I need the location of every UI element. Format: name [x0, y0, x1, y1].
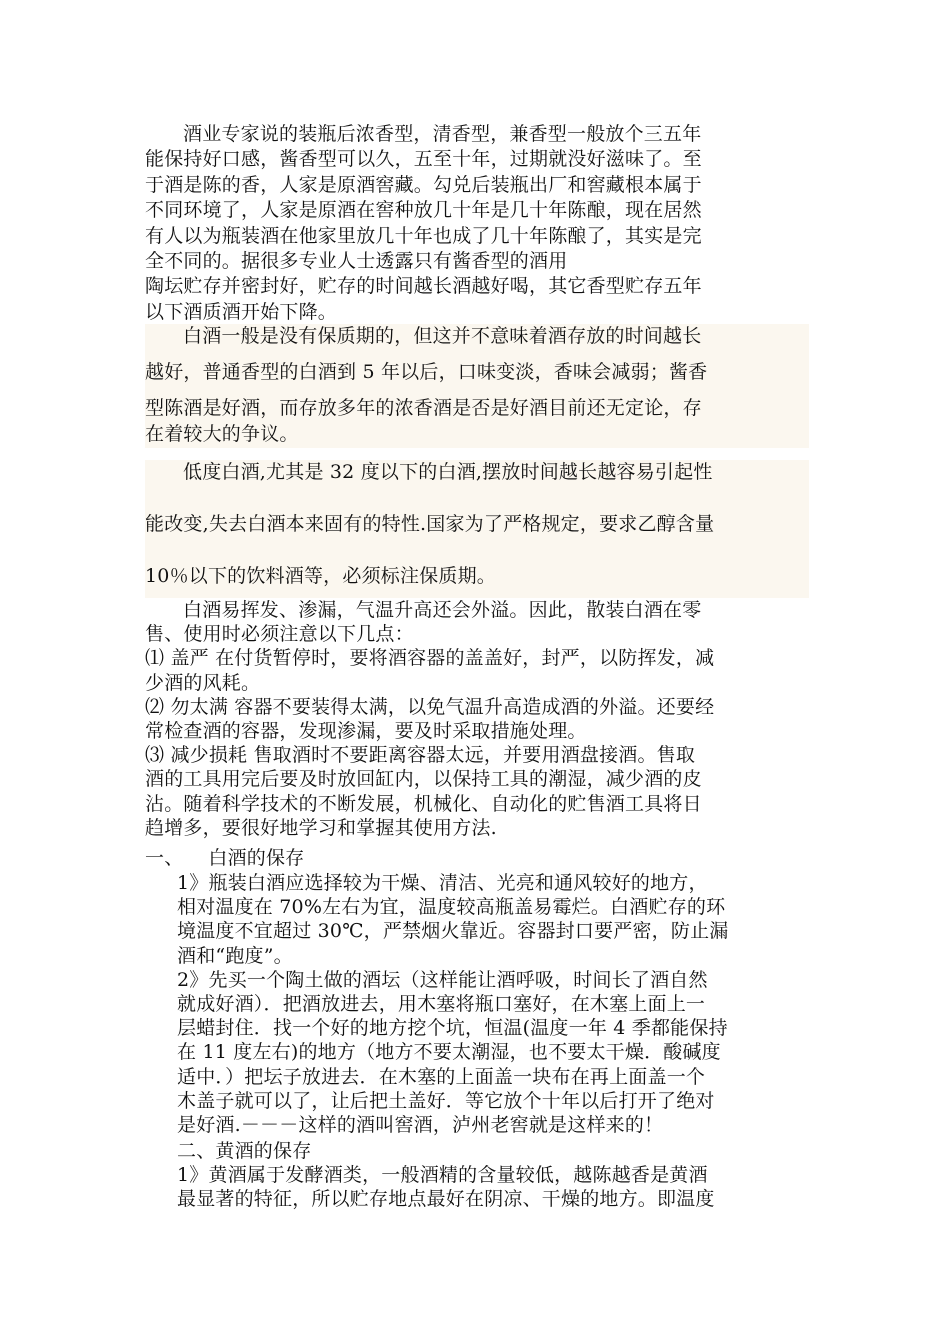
text-line: ⑵ 勿太满 容器不要装得太满，以免气温升高造成酒的外溢。还要经	[145, 695, 715, 718]
list-huangjiu-storage	[177, 1163, 809, 1211]
text-line: 能改变,失去白酒本来固有的特性.国家为了严格规定，要求乙醇含量	[145, 513, 715, 535]
section-heading-baijiu: 一、 白酒的保存	[145, 847, 305, 869]
text-line: 少酒的风耗。	[145, 671, 261, 694]
text-line: 低度白酒,尤其是 32 度以下的白酒,摆放时间越长越容易引起性	[183, 461, 713, 483]
text-line: 有人以为瓶装酒在他家里放几十年也成了几十年陈酿了，其实是完	[145, 224, 702, 247]
list-item: 木盖子就可以了，让后把土盖好．等它放个十年以后打开了绝对	[177, 1089, 715, 1112]
paragraph-shelf-life	[145, 324, 809, 448]
text-line: 不同环境了，人家是原酒在窖种放几十年是几十年陈酿，现在居然	[145, 199, 702, 222]
paragraph-aging-intro	[145, 122, 809, 325]
text-line: ⑴ 盖严 在付货暂停时，要将酒容器的盖盖好，封严，以防挥发，减	[145, 647, 715, 670]
text-line: 白酒一般是没有保质期的，但这并不意味着酒存放的时间越长	[183, 325, 702, 347]
text-line: 趋增多，要很好地学习和掌握其使用方法.	[145, 816, 497, 839]
text-line: 能保持好口感，酱香型可以久，五至十年，过期就没好滋味了。至	[145, 148, 702, 171]
section-heading-huangjiu: 二、黄酒的保存	[177, 1140, 312, 1162]
text-line: 酒的工具用完后要及时放回缸内，以保持工具的潮湿，减少酒的皮	[145, 768, 702, 791]
list-item: 酒和“跑度”。	[177, 944, 293, 967]
text-line: 在着较大的争议。	[145, 423, 299, 445]
text-line: 沾。随着科学技术的不断发展，机械化、自动化的贮售酒工具将日	[145, 792, 702, 815]
text-line: 常检查酒的容器，发现渗漏，要及时采取措施处理。	[145, 720, 587, 743]
list-item: 1》黄酒属于发酵酒类，一般酒精的含量较低，越陈越香是黄酒	[177, 1164, 708, 1186]
text-line: 型陈酒是好酒，而存放多年的浓香酒是否是好酒目前还无定论，存	[145, 397, 702, 419]
list-item: 最显著的特征，所以贮存地点最好在阴凉、干燥的地方。即温度	[177, 1188, 715, 1211]
text-line: 售、使用时必须注意以下几点：	[145, 623, 414, 646]
paragraph-bulk-sale	[145, 598, 809, 840]
text-line: 10％以下的饮料酒等，必须标注保质期。	[145, 565, 496, 587]
list-item: 适中．）把坛子放进去．在木塞的上面盖一块布在再上面盖一个	[177, 1065, 706, 1088]
list-item: 层蜡封住．找一个好的地方挖个坑，恒温(温度一年 4 季都能保持	[177, 1017, 728, 1040]
list-item: 在 11 度左右)的地方（地方不要太潮湿，也不要太干燥．酸碱度	[177, 1041, 721, 1064]
text-line: 于酒是陈的香，人家是原酒窖藏。勾兑后装瓶出厂和窖藏根本属于	[145, 173, 702, 196]
text-line: 越好，普通香型的白酒到 5 年以后，口味变淡，香味会减弱；酱香	[145, 361, 708, 383]
text-line: 全不同的。据很多专业人士透露只有酱香型的酒用	[145, 250, 568, 273]
list-item: 就成好酒）．把酒放进去，用木塞将瓶口塞好，在木塞上面上一	[177, 993, 706, 1016]
text-line: 以下酒质酒开始下降。	[145, 300, 338, 323]
list-item: 相对温度在 70%左右为宜，温度较高瓶盖易霉烂。白酒贮存的环	[177, 896, 726, 919]
list-item: 境温度不宜超过 30℃，严禁烟火靠近。容器封口要严密，防止漏	[177, 920, 729, 943]
list-item: 2》先买一个陶土做的酒坛（这样能让酒呼吸，时间长了酒自然	[177, 968, 708, 991]
text-line: ⑶ 减少损耗 售取酒时不要距离容器太远，并要用酒盘接酒。售取	[145, 744, 696, 767]
list-baijiu-storage	[177, 871, 809, 1137]
text-line: 酒业专家说的装瓶后浓香型，清香型，兼香型一般放个三五年	[183, 123, 702, 145]
list-item: 1》瓶装白酒应选择较为干燥、清洁、光亮和通风较好的地方，	[177, 872, 708, 894]
text-line: 陶坛贮存并密封好，贮存的时间越长酒越好喝，其它香型贮存五年	[145, 275, 702, 298]
list-item: 是好酒.－－－这样的酒叫窖酒，泸州老窖就是这样来的！	[177, 1114, 664, 1137]
text-line: 白酒易挥发、渗漏，气温升高还会外溢。因此，散装白酒在零	[183, 599, 702, 621]
paragraph-low-alcohol	[145, 460, 809, 598]
